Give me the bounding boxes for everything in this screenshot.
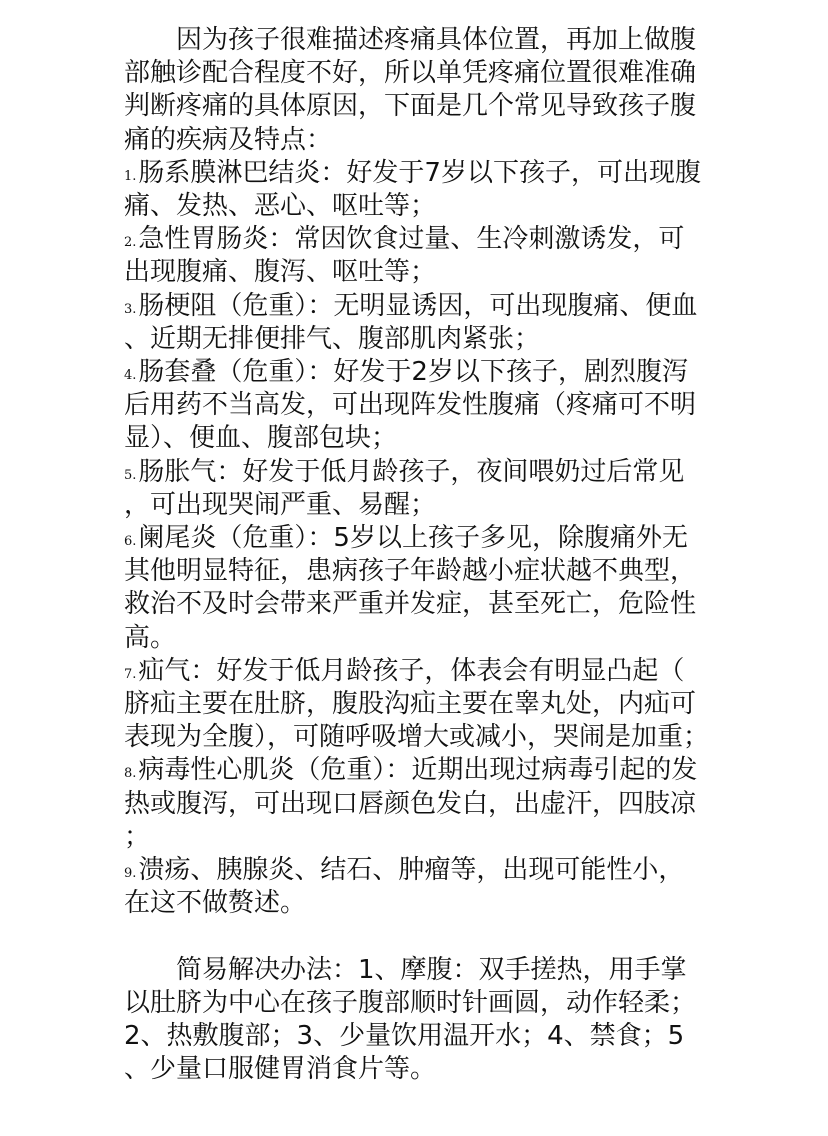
disease-list xyxy=(124,157,710,921)
list-number: 1. xyxy=(124,168,137,184)
list-item-text: 溃疡、胰腺炎、结石、肿瘤等，出现可能性小，在这不做赘述。 xyxy=(124,855,685,919)
solution-paragraph: 简易解决办法：1、摩腹：双手搓热，用手掌以肚脐为中心在孩子腹部顺时针画圆，动作轻柔；2、热敷腹部；3、少量饮用温开水；4、禁食；5、少量口服健胃消食片等。 xyxy=(124,954,697,1085)
list-number: 8. xyxy=(124,766,137,782)
list-item-1 xyxy=(124,157,710,223)
list-number: 3. xyxy=(124,301,137,317)
list-item-2 xyxy=(124,223,710,289)
list-item-text: 肠梗阻（危重）：无明显诱因，可出现腹痛、便血、近期无排便排气、腹部肌肉紧张； xyxy=(124,290,698,354)
list-item-4 xyxy=(124,356,710,456)
paragraph-spacer xyxy=(124,920,710,953)
list-number: 6. xyxy=(124,534,137,550)
list-item-7 xyxy=(124,655,710,755)
list-item-8 xyxy=(124,754,710,854)
list-item-text: 疝气：好发于低月龄孩子，体表会有明显凸起（脐疝主要在肚脐，腹股沟疝主要在睾丸处，内疝可表现为全腹），可随呼吸增大或减小，哭闹是加重； xyxy=(124,655,710,753)
list-item-text: 肠胀气：好发于低月龄孩子，夜间喂奶过后常见，可出现哭闹严重、易醒； xyxy=(124,456,685,520)
list-number: 7. xyxy=(124,666,137,682)
list-item-3 xyxy=(124,290,710,356)
list-number: 2. xyxy=(124,235,137,251)
list-item-9 xyxy=(124,854,710,920)
list-number: 9. xyxy=(124,866,137,882)
list-item-text: 肠套叠（危重）：好发于2岁以下孩子，剧烈腹泻后用药不当高发，可出现阵发性腹痛（疼痛可不明显）、便血、腹部包块； xyxy=(124,357,697,454)
list-item-5 xyxy=(124,456,710,522)
intro-paragraph: 因为孩子很难描述疼痛具体位置，再加上做腹部触诊配合程度不好，所以单凭疼痛位置很难准确判断疼痛的具体原因，下面是几个常见导致孩子腹痛的疾病及特点： xyxy=(124,25,697,155)
list-item-text: 病毒性心肌炎（危重）：近期出现过病毒引起的发热或腹泻，可出现口唇颜色发白，出虚汗，四肢凉； xyxy=(124,755,698,852)
list-item-text: 急性胃肠炎：常因饮食过量、生冷刺激诱发，可出现腹痛、腹泻、呕吐等； xyxy=(124,224,685,288)
list-item-6 xyxy=(124,522,710,655)
list-item-text: 肠系膜淋巴结炎：好发于7岁以下孩子，可出现腹痛、发热、恶心、呕吐等； xyxy=(124,157,701,222)
list-number: 5. xyxy=(124,467,137,483)
list-number: 4. xyxy=(124,368,137,384)
list-item-text: 阑尾炎（危重）：5岁以上孩子多见，除腹痛外无其他明显特征，患病孩子年龄越小症状越不典型，救治不及时会带来严重并发症，甚至死亡，危险性高。 xyxy=(124,523,697,653)
document-page xyxy=(124,24,710,1086)
